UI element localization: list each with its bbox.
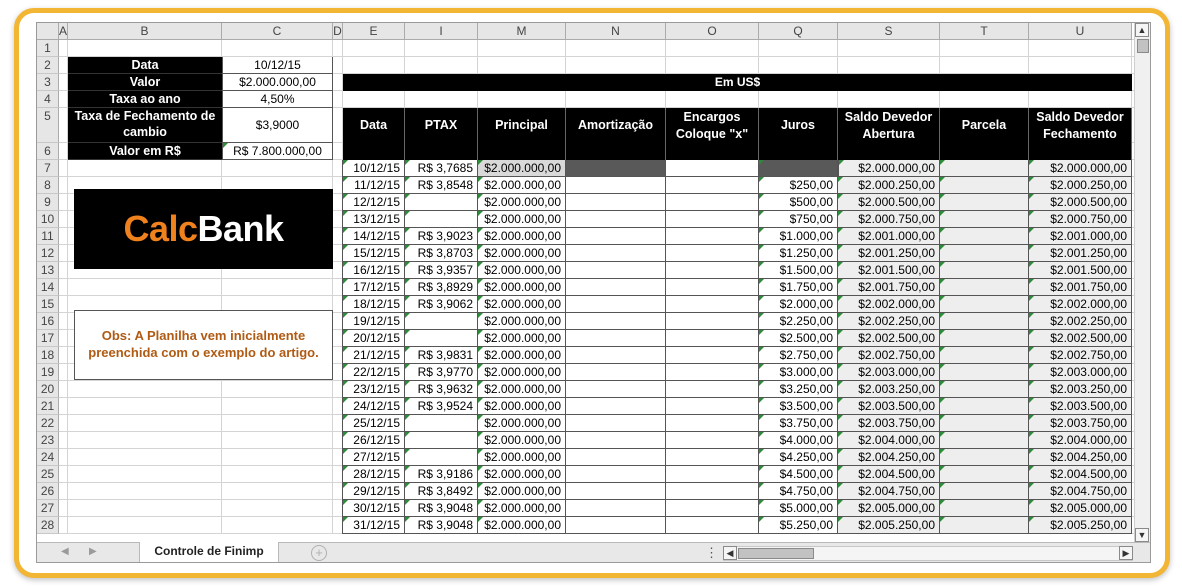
row-header-3[interactable]: 3 xyxy=(37,74,59,91)
cell-s[interactable]: $2.000.500,00 xyxy=(838,194,940,211)
cell-s[interactable]: $2.004.500,00 xyxy=(838,466,940,483)
cell-q[interactable]: $250,00 xyxy=(759,177,838,194)
cell-u[interactable]: $2.002.250,00 xyxy=(1029,313,1132,330)
cell-o[interactable] xyxy=(666,177,759,194)
scroll-right-icon[interactable]: ▶ xyxy=(1119,546,1133,560)
cell-s[interactable]: $2.000.250,00 xyxy=(838,177,940,194)
cell-s[interactable]: $2.000.000,00 xyxy=(838,160,940,177)
vertical-scroll-thumb[interactable] xyxy=(1137,39,1149,53)
cell-e[interactable]: 11/12/15 xyxy=(343,177,405,194)
cell-i[interactable]: R$ 3,8929 xyxy=(405,279,478,296)
cell-t[interactable] xyxy=(940,194,1029,211)
table-header: Saldo Devedor Abertura xyxy=(838,108,940,143)
horizontal-scroll-thumb[interactable] xyxy=(738,548,814,559)
cell-e[interactable]: 17/12/15 xyxy=(343,279,405,296)
cell-t[interactable] xyxy=(940,483,1029,500)
cell-e[interactable]: 18/12/15 xyxy=(343,296,405,313)
cell-o[interactable] xyxy=(666,313,759,330)
scroll-down-icon[interactable]: ▼ xyxy=(1135,528,1149,542)
column-header-A[interactable]: A xyxy=(59,24,68,38)
cell-m[interactable]: $2.000.000,00 xyxy=(478,432,566,449)
cell-m[interactable]: $2.000.000,00 xyxy=(478,466,566,483)
column-header-O[interactable]: O xyxy=(666,23,759,40)
table-header-band xyxy=(759,143,838,160)
cell-i[interactable]: R$ 3,9357 xyxy=(405,262,478,279)
cell-q[interactable]: $2.750,00 xyxy=(759,347,838,364)
cell-o[interactable] xyxy=(666,364,759,381)
cell-u[interactable]: $2.003.750,00 xyxy=(1029,415,1132,432)
column-header-B[interactable]: B xyxy=(68,23,222,40)
cell-m[interactable]: $2.000.000,00 xyxy=(478,381,566,398)
row-header-21[interactable]: 21 xyxy=(37,398,59,415)
cell-t[interactable] xyxy=(940,500,1029,517)
row-header-1[interactable]: 1 xyxy=(37,40,59,57)
cell-e[interactable]: 10/12/15 xyxy=(343,160,405,177)
column-header-N[interactable]: N xyxy=(566,23,666,40)
cell-o[interactable] xyxy=(666,330,759,347)
param-value[interactable]: 4,50% xyxy=(222,91,333,108)
cell-n[interactable] xyxy=(566,228,666,245)
row-header-8[interactable]: 8 xyxy=(37,177,59,194)
cell-u[interactable]: $2.004.000,00 xyxy=(1029,432,1132,449)
cell-m[interactable]: $2.000.000,00 xyxy=(478,398,566,415)
cell-n[interactable] xyxy=(566,177,666,194)
cell-i[interactable]: R$ 3,9831 xyxy=(405,347,478,364)
cell-s[interactable]: $2.003.750,00 xyxy=(838,415,940,432)
cell-m[interactable]: $2.000.000,00 xyxy=(478,211,566,228)
cell-i[interactable]: R$ 3,8492 xyxy=(405,483,478,500)
cell-e[interactable]: 12/12/15 xyxy=(343,194,405,211)
cell-n[interactable] xyxy=(566,211,666,228)
cell-m[interactable]: $2.000.000,00 xyxy=(478,194,566,211)
column-header-S[interactable]: S xyxy=(838,23,940,40)
cell-i[interactable]: R$ 3,9186 xyxy=(405,466,478,483)
cell-t[interactable] xyxy=(940,432,1029,449)
table-header: Principal xyxy=(478,108,566,143)
cell-e[interactable]: 26/12/15 xyxy=(343,432,405,449)
cell-m[interactable]: $2.000.000,00 xyxy=(478,279,566,296)
logo-part-calc: Calc xyxy=(123,208,198,249)
param-value[interactable]: R$ 7.800.000,00 xyxy=(222,143,333,160)
cell-s[interactable]: $2.001.000,00 xyxy=(838,228,940,245)
row-header-22[interactable]: 22 xyxy=(37,415,59,432)
column-header-I[interactable]: I xyxy=(405,23,478,40)
row-header-17[interactable]: 17 xyxy=(37,330,59,347)
cell-q[interactable]: $1.250,00 xyxy=(759,245,838,262)
table-header: Saldo Devedor Fechamento xyxy=(1029,108,1132,143)
cell-q[interactable]: $3.750,00 xyxy=(759,415,838,432)
cell-i[interactable] xyxy=(405,211,478,228)
table-header-band xyxy=(666,143,759,160)
cell-i[interactable]: R$ 3,9770 xyxy=(405,364,478,381)
cell-m[interactable]: $2.000.000,00 xyxy=(478,500,566,517)
param-label: Taxa de Fechamento de cambio xyxy=(68,108,222,143)
column-header-C[interactable]: C xyxy=(222,23,333,40)
row-header-27[interactable]: 27 xyxy=(37,500,59,517)
cell-i[interactable] xyxy=(405,313,478,330)
cell-u[interactable]: $2.003.250,00 xyxy=(1029,381,1132,398)
param-value[interactable]: 10/12/15 xyxy=(222,57,333,74)
split-handle-icon[interactable]: ⋮ xyxy=(705,545,718,560)
cell-t[interactable] xyxy=(940,245,1029,262)
cell-e[interactable]: 24/12/15 xyxy=(343,398,405,415)
cell-u[interactable]: $2.005.000,00 xyxy=(1029,500,1132,517)
cell-q[interactable] xyxy=(759,160,838,177)
cell-n[interactable] xyxy=(566,160,666,177)
cell-m[interactable]: $2.000.000,00 xyxy=(478,483,566,500)
cell-o[interactable] xyxy=(666,483,759,500)
cell-q[interactable]: $2.500,00 xyxy=(759,330,838,347)
table-header-band xyxy=(405,143,478,160)
cell-t[interactable] xyxy=(940,279,1029,296)
cell-n[interactable] xyxy=(566,262,666,279)
vertical-scrollbar[interactable] xyxy=(1134,23,1150,542)
currency-banner: Em US$ xyxy=(343,74,1132,91)
cell-s[interactable]: $2.005.250,00 xyxy=(838,517,940,534)
add-sheet-icon[interactable]: + xyxy=(311,545,327,561)
table-header-band xyxy=(343,143,405,160)
row-header-9[interactable]: 9 xyxy=(37,194,59,211)
cell-i[interactable] xyxy=(405,449,478,466)
cell-i[interactable] xyxy=(405,330,478,347)
cell-o[interactable] xyxy=(666,296,759,313)
cell-q[interactable]: $5.250,00 xyxy=(759,517,838,534)
cell-q[interactable]: $1.500,00 xyxy=(759,262,838,279)
cell-s[interactable]: $2.001.250,00 xyxy=(838,245,940,262)
cell-i[interactable]: R$ 3,9524 xyxy=(405,398,478,415)
sheet-tab-bar xyxy=(37,542,1151,563)
table-header: Juros xyxy=(759,108,838,143)
cell-o[interactable] xyxy=(666,194,759,211)
cell-m[interactable]: $2.000.000,00 xyxy=(478,228,566,245)
cell-s[interactable]: $2.002.000,00 xyxy=(838,296,940,313)
cell-t[interactable] xyxy=(940,347,1029,364)
cell-t[interactable] xyxy=(940,211,1029,228)
cell-u[interactable]: $2.002.000,00 xyxy=(1029,296,1132,313)
table-header-band xyxy=(478,143,566,160)
column-header-U[interactable]: U xyxy=(1029,23,1132,40)
cell-t[interactable] xyxy=(940,398,1029,415)
cell-i[interactable]: R$ 3,8703 xyxy=(405,245,478,262)
cell-m[interactable]: $2.000.000,00 xyxy=(478,364,566,381)
cell-o[interactable] xyxy=(666,432,759,449)
cell-e[interactable]: 21/12/15 xyxy=(343,347,405,364)
cell-e[interactable]: 27/12/15 xyxy=(343,449,405,466)
cell-s[interactable]: $2.003.500,00 xyxy=(838,398,940,415)
cell-i[interactable]: R$ 3,9062 xyxy=(405,296,478,313)
cell-s[interactable]: $2.005.000,00 xyxy=(838,500,940,517)
cell-q[interactable]: $2.250,00 xyxy=(759,313,838,330)
cell-m[interactable]: $2.000.000,00 xyxy=(478,415,566,432)
cell-q[interactable]: $500,00 xyxy=(759,194,838,211)
cell-o[interactable] xyxy=(666,279,759,296)
cell-n[interactable] xyxy=(566,347,666,364)
param-label: Taxa ao ano xyxy=(68,91,222,108)
row-header-23[interactable]: 23 xyxy=(37,432,59,449)
cell-o[interactable] xyxy=(666,245,759,262)
row-header-10[interactable]: 10 xyxy=(37,211,59,228)
cell-o[interactable] xyxy=(666,466,759,483)
param-label: Data xyxy=(68,57,222,74)
row-header-14[interactable]: 14 xyxy=(37,279,59,296)
param-label: Valor xyxy=(68,74,222,91)
table-header: Data xyxy=(343,108,405,143)
cell-n[interactable] xyxy=(566,381,666,398)
cell-n[interactable] xyxy=(566,449,666,466)
cell-o[interactable] xyxy=(666,398,759,415)
column-header-M[interactable]: M xyxy=(478,23,566,40)
row-header-24[interactable]: 24 xyxy=(37,449,59,466)
cell-q[interactable]: $4.750,00 xyxy=(759,483,838,500)
cell-q[interactable]: $3.250,00 xyxy=(759,381,838,398)
cell-e[interactable]: 22/12/15 xyxy=(343,364,405,381)
spreadsheet-window xyxy=(36,22,1151,563)
cell-u[interactable]: $2.001.750,00 xyxy=(1029,279,1132,296)
cell-s[interactable]: $2.003.250,00 xyxy=(838,381,940,398)
row-header-18[interactable]: 18 xyxy=(37,347,59,364)
cell-t[interactable] xyxy=(940,177,1029,194)
cell-q[interactable]: $4.000,00 xyxy=(759,432,838,449)
row-header-12[interactable]: 12 xyxy=(37,245,59,262)
cell-n[interactable] xyxy=(566,296,666,313)
column-header-E[interactable]: E xyxy=(343,23,405,40)
cell-m[interactable]: $2.000.000,00 xyxy=(478,262,566,279)
cell-e[interactable]: 14/12/15 xyxy=(343,228,405,245)
row-header-28[interactable]: 28 xyxy=(37,517,59,534)
cell-t[interactable] xyxy=(940,449,1029,466)
cell-e[interactable]: 20/12/15 xyxy=(343,330,405,347)
row-header-20[interactable]: 20 xyxy=(37,381,59,398)
cell-u[interactable]: $2.003.000,00 xyxy=(1029,364,1132,381)
cell-q[interactable]: $750,00 xyxy=(759,211,838,228)
cell-n[interactable] xyxy=(566,432,666,449)
scroll-left-icon[interactable]: ◀ xyxy=(723,546,737,560)
cell-o[interactable] xyxy=(666,517,759,534)
param-label: Valor em R$ xyxy=(68,143,222,160)
cell-u[interactable]: $2.000.500,00 xyxy=(1029,194,1132,211)
cell-s[interactable]: $2.004.000,00 xyxy=(838,432,940,449)
cell-q[interactable]: $1.000,00 xyxy=(759,228,838,245)
cell-i[interactable] xyxy=(405,415,478,432)
cell-q[interactable]: $5.000,00 xyxy=(759,500,838,517)
cell-i[interactable]: R$ 3,9632 xyxy=(405,381,478,398)
select-all-corner[interactable] xyxy=(37,23,59,40)
cell-i[interactable]: R$ 3,9048 xyxy=(405,517,478,534)
tab-scroll-left-icon[interactable]: ◀ xyxy=(61,546,69,557)
cell-u[interactable]: $2.004.250,00 xyxy=(1029,449,1132,466)
screenshot-frame xyxy=(14,8,1170,578)
cell-m[interactable]: $2.000.000,00 xyxy=(478,160,566,177)
table-header-band xyxy=(1029,143,1132,160)
column-header-Q[interactable]: Q xyxy=(759,23,838,40)
row-header-25[interactable]: 25 xyxy=(37,466,59,483)
row-header-2[interactable]: 2 xyxy=(37,57,59,74)
cell-q[interactable]: $4.250,00 xyxy=(759,449,838,466)
cell-s[interactable]: $2.000.750,00 xyxy=(838,211,940,228)
row-header-5[interactable]: 5 xyxy=(37,108,59,143)
cell-e[interactable]: 29/12/15 xyxy=(343,483,405,500)
cell-m[interactable]: $2.000.000,00 xyxy=(478,449,566,466)
cell-t[interactable] xyxy=(940,313,1029,330)
param-value[interactable]: $2.000.000,00 xyxy=(222,74,333,91)
cell-o[interactable] xyxy=(666,415,759,432)
sheet-grid xyxy=(37,23,1151,542)
row-header-4[interactable]: 4 xyxy=(37,91,59,108)
logo-part-bank: Bank xyxy=(197,208,284,249)
cell-u[interactable]: $2.003.500,00 xyxy=(1029,398,1132,415)
cell-i[interactable] xyxy=(405,194,478,211)
table-header: Parcela xyxy=(940,108,1029,143)
cell-n[interactable] xyxy=(566,517,666,534)
cell-s[interactable]: $2.004.750,00 xyxy=(838,483,940,500)
cell-i[interactable]: R$ 3,9023 xyxy=(405,228,478,245)
cell-u[interactable]: $2.001.000,00 xyxy=(1029,228,1132,245)
cell-s[interactable]: $2.004.250,00 xyxy=(838,449,940,466)
sheet-tab-controle-de-finimp[interactable]: Controle de Finimp xyxy=(139,542,279,563)
cell-n[interactable] xyxy=(566,415,666,432)
cell-t[interactable] xyxy=(940,330,1029,347)
cell-i[interactable]: R$ 3,8548 xyxy=(405,177,478,194)
cell-n[interactable] xyxy=(566,194,666,211)
cell-u[interactable]: $2.001.500,00 xyxy=(1029,262,1132,279)
row-header-7[interactable]: 7 xyxy=(37,160,59,177)
cell-e[interactable]: 15/12/15 xyxy=(343,245,405,262)
column-header-T[interactable]: T xyxy=(940,23,1029,40)
table-header: Amortização xyxy=(566,108,666,143)
tab-scroll-right-icon[interactable]: ▶ xyxy=(89,546,97,557)
cell-s[interactable]: $2.001.750,00 xyxy=(838,279,940,296)
cell-m[interactable]: $2.000.000,00 xyxy=(478,313,566,330)
cell-n[interactable] xyxy=(566,330,666,347)
cell-t[interactable] xyxy=(940,296,1029,313)
cell-u[interactable]: $2.000.750,00 xyxy=(1029,211,1132,228)
cell-m[interactable]: $2.000.000,00 xyxy=(478,347,566,364)
cell-m[interactable]: $2.000.000,00 xyxy=(478,245,566,262)
cell-s[interactable]: $2.002.250,00 xyxy=(838,313,940,330)
cell-n[interactable] xyxy=(566,364,666,381)
cell-e[interactable]: 30/12/15 xyxy=(343,500,405,517)
cell-u[interactable]: $2.002.500,00 xyxy=(1029,330,1132,347)
horizontal-scrollbar[interactable] xyxy=(723,546,1133,561)
table-header-band xyxy=(566,143,666,160)
cell-q[interactable]: $2.000,00 xyxy=(759,296,838,313)
cell-o[interactable] xyxy=(666,381,759,398)
cell-n[interactable] xyxy=(566,483,666,500)
scroll-up-icon[interactable]: ▲ xyxy=(1135,23,1149,37)
row-header-11[interactable]: 11 xyxy=(37,228,59,245)
cell-n[interactable] xyxy=(566,279,666,296)
cell-n[interactable] xyxy=(566,500,666,517)
row-header-13[interactable]: 13 xyxy=(37,262,59,279)
cell-n[interactable] xyxy=(566,466,666,483)
cell-e[interactable]: 25/12/15 xyxy=(343,415,405,432)
cell-m[interactable]: $2.000.000,00 xyxy=(478,296,566,313)
cell-n[interactable] xyxy=(566,245,666,262)
cell-o[interactable] xyxy=(666,160,759,177)
cell-i[interactable] xyxy=(405,432,478,449)
row-header-6[interactable]: 6 xyxy=(37,143,59,160)
cell-e[interactable]: 23/12/15 xyxy=(343,381,405,398)
cell-o[interactable] xyxy=(666,449,759,466)
cell-t[interactable] xyxy=(940,466,1029,483)
cell-s[interactable]: $2.001.500,00 xyxy=(838,262,940,279)
cell-t[interactable] xyxy=(940,517,1029,534)
cell-e[interactable]: 31/12/15 xyxy=(343,517,405,534)
cell-o[interactable] xyxy=(666,211,759,228)
cell-t[interactable] xyxy=(940,160,1029,177)
table-header: Encargos Coloque "x" xyxy=(666,108,759,143)
cell-t[interactable] xyxy=(940,228,1029,245)
cell-q[interactable]: $1.750,00 xyxy=(759,279,838,296)
cell-u[interactable]: $2.001.250,00 xyxy=(1029,245,1132,262)
cell-q[interactable]: $4.500,00 xyxy=(759,466,838,483)
cell-s[interactable]: $2.003.000,00 xyxy=(838,364,940,381)
cell-u[interactable]: $2.005.250,00 xyxy=(1029,517,1132,534)
cell-u[interactable]: $2.004.500,00 xyxy=(1029,466,1132,483)
cell-e[interactable]: 19/12/15 xyxy=(343,313,405,330)
cell-i[interactable]: R$ 3,7685 xyxy=(405,160,478,177)
cell-s[interactable]: $2.002.750,00 xyxy=(838,347,940,364)
cell-e[interactable]: 28/12/15 xyxy=(343,466,405,483)
cell-o[interactable] xyxy=(666,500,759,517)
cell-n[interactable] xyxy=(566,398,666,415)
calcbank-logo xyxy=(74,189,333,269)
cell-m[interactable]: $2.000.000,00 xyxy=(478,177,566,194)
cell-t[interactable] xyxy=(940,381,1029,398)
cell-o[interactable] xyxy=(666,228,759,245)
cell-e[interactable]: 16/12/15 xyxy=(343,262,405,279)
cell-e[interactable]: 13/12/15 xyxy=(343,211,405,228)
param-value[interactable]: $3,9000 xyxy=(222,108,333,143)
cell-m[interactable]: $2.000.000,00 xyxy=(478,517,566,534)
row-header-26[interactable]: 26 xyxy=(37,483,59,500)
cell-q[interactable]: $3.000,00 xyxy=(759,364,838,381)
cell-u[interactable]: $2.004.750,00 xyxy=(1029,483,1132,500)
cell-m[interactable]: $2.000.000,00 xyxy=(478,330,566,347)
table-header-band xyxy=(940,143,1029,160)
table-header: PTAX xyxy=(405,108,478,143)
cell-u[interactable]: $2.000.250,00 xyxy=(1029,177,1132,194)
cell-i[interactable]: R$ 3,9048 xyxy=(405,500,478,517)
cell-t[interactable] xyxy=(940,262,1029,279)
observation-note: Obs: A Planilha vem inicialmente preenchida com o exemplo do artigo. xyxy=(74,310,333,380)
cell-n[interactable] xyxy=(566,313,666,330)
cell-u[interactable]: $2.000.000,00 xyxy=(1029,160,1132,177)
table-left-border xyxy=(342,160,343,534)
cell-o[interactable] xyxy=(666,347,759,364)
row-header-16[interactable]: 16 xyxy=(37,313,59,330)
cell-t[interactable] xyxy=(940,364,1029,381)
cell-s[interactable]: $2.002.500,00 xyxy=(838,330,940,347)
column-header-D[interactable]: D xyxy=(333,24,342,38)
cell-o[interactable] xyxy=(666,262,759,279)
cell-u[interactable]: $2.002.750,00 xyxy=(1029,347,1132,364)
cell-t[interactable] xyxy=(940,415,1029,432)
row-header-15[interactable]: 15 xyxy=(37,296,59,313)
row-header-19[interactable]: 19 xyxy=(37,364,59,381)
table-header-band xyxy=(838,143,940,160)
cell-q[interactable]: $3.500,00 xyxy=(759,398,838,415)
